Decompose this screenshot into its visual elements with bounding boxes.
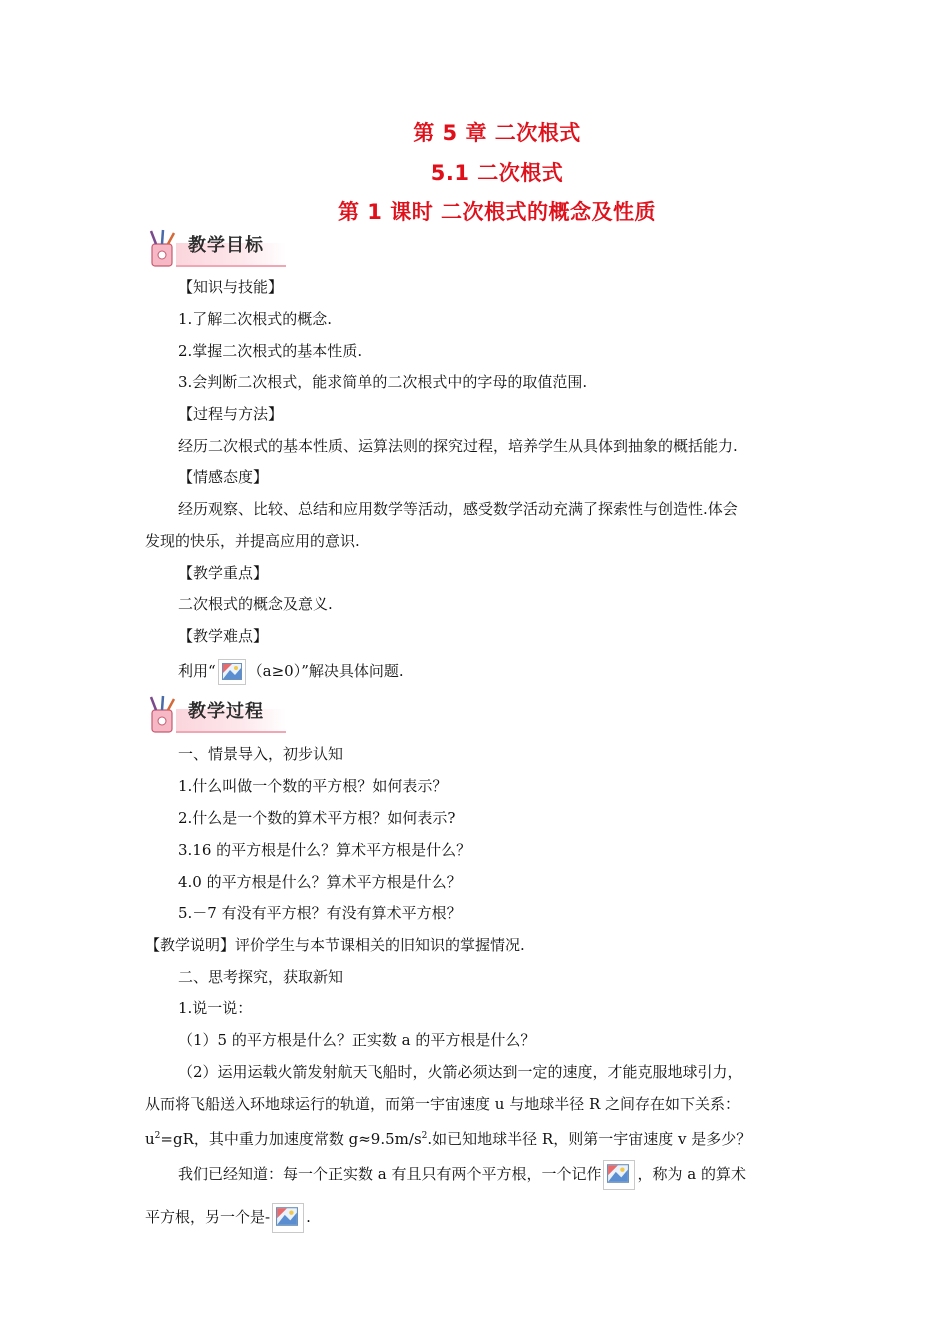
sub-question-formula bbox=[145, 1126, 751, 1149]
question-item: 3.16 的平方根是什么？算术平方根是什么？ bbox=[178, 841, 472, 859]
key-text: 二次根式的概念及意义. bbox=[178, 595, 333, 613]
section-title: 5.1 二次根式 bbox=[430, 161, 564, 185]
emotion-text: 经历观察、比较、总结和应用数学等活动，感受数学活动充满了探索性与创造性.体会 bbox=[178, 500, 738, 518]
sub-question-cont: 从而将飞船送入环地球运行的轨道，而第一宇宙速度 u 与地球半径 R 之间存在如下关系： bbox=[145, 1095, 741, 1113]
known-text-a: 我们已经知道：每一个正实数 a 有且只有两个平方根，一个记作 bbox=[178, 1165, 602, 1183]
process-banner bbox=[142, 694, 292, 736]
sub-question: （2）运用运载火箭发射航天飞船时，火箭必须达到一定的速度，才能克服地球引力， bbox=[178, 1063, 743, 1081]
knowledge-heading: 【知识与技能】 bbox=[178, 278, 284, 296]
emotion-heading: 【情感态度】 bbox=[178, 468, 269, 486]
sub-question: （1）5 的平方根是什么？正实数 a 的平方根是什么？ bbox=[178, 1031, 536, 1049]
formula-sup: 2 bbox=[154, 1131, 161, 1141]
process-text: 经历二次根式的基本性质、运算法则的探究过程，培养学生从具体到抽象的概括能力. bbox=[178, 437, 738, 455]
question-item: 1.什么叫做一个数的平方根？如何表示？ bbox=[178, 777, 448, 795]
difficult-text bbox=[178, 659, 404, 685]
known-text-b: ，称为 a 的算术 bbox=[637, 1165, 746, 1183]
lesson-title: 第 1 课时 二次根式的概念及性质 bbox=[337, 200, 657, 224]
formula-end: .如已知地球半径 R，则第一宇宙速度 v 是多少？ bbox=[427, 1130, 752, 1148]
goals-banner bbox=[142, 228, 292, 270]
question-item: 2.什么是一个数的算术平方根？如何表示? bbox=[178, 809, 456, 827]
knowledge-item: 2.掌握二次根式的基本性质. bbox=[178, 342, 363, 360]
question-item: 5.－7 有没有平方根？有没有算术平方根？ bbox=[178, 904, 462, 922]
say-heading: 1.说一说： bbox=[178, 999, 253, 1017]
difficult-suffix: （a≥0）”解决具体问题. bbox=[247, 662, 404, 680]
chapter-title: 第 5 章 二次根式 bbox=[413, 121, 581, 145]
formula-u: u bbox=[145, 1130, 155, 1148]
known-text-c: 平方根，另一个是- bbox=[145, 1208, 271, 1226]
emotion-text: 发现的快乐，并提高应用的意识. bbox=[145, 532, 360, 550]
difficult-heading: 【教学难点】 bbox=[178, 627, 269, 645]
goals-banner-label: 教学目标 bbox=[188, 235, 264, 256]
process-heading: 【过程与方法】 bbox=[178, 405, 284, 423]
section-heading: 一、情景导入，初步认知 bbox=[178, 745, 344, 763]
key-heading: 【教学重点】 bbox=[178, 564, 269, 582]
broken-image-icon bbox=[603, 1160, 635, 1190]
difficult-prefix: 利用“ bbox=[178, 662, 216, 680]
formula-mid: =gR，其中重力加速度常数 g≈9.5m/s bbox=[160, 1130, 422, 1148]
knowledge-item: 1.了解二次根式的概念. bbox=[178, 310, 333, 328]
section-heading: 二、思考探究，获取新知 bbox=[178, 968, 344, 986]
question-item: 4.0 的平方根是什么？算术平方根是什么？ bbox=[178, 873, 462, 891]
known-text-d: . bbox=[306, 1208, 311, 1226]
broken-image-icon bbox=[272, 1203, 304, 1233]
pencil-cup-icon bbox=[142, 694, 182, 736]
knowledge-item: 3.会判断二次根式，能求简单的二次根式中的字母的取值范围. bbox=[178, 373, 588, 391]
pencil-cup-icon bbox=[142, 228, 182, 270]
process-banner-label: 教学过程 bbox=[188, 701, 264, 722]
known-text bbox=[178, 1160, 746, 1190]
teaching-note: 【教学说明】评价学生与本节课相关的旧知识的掌握情况. bbox=[145, 936, 525, 954]
broken-image-icon bbox=[218, 659, 246, 685]
known-text bbox=[145, 1203, 311, 1233]
formula-sup: 2 bbox=[421, 1131, 428, 1141]
